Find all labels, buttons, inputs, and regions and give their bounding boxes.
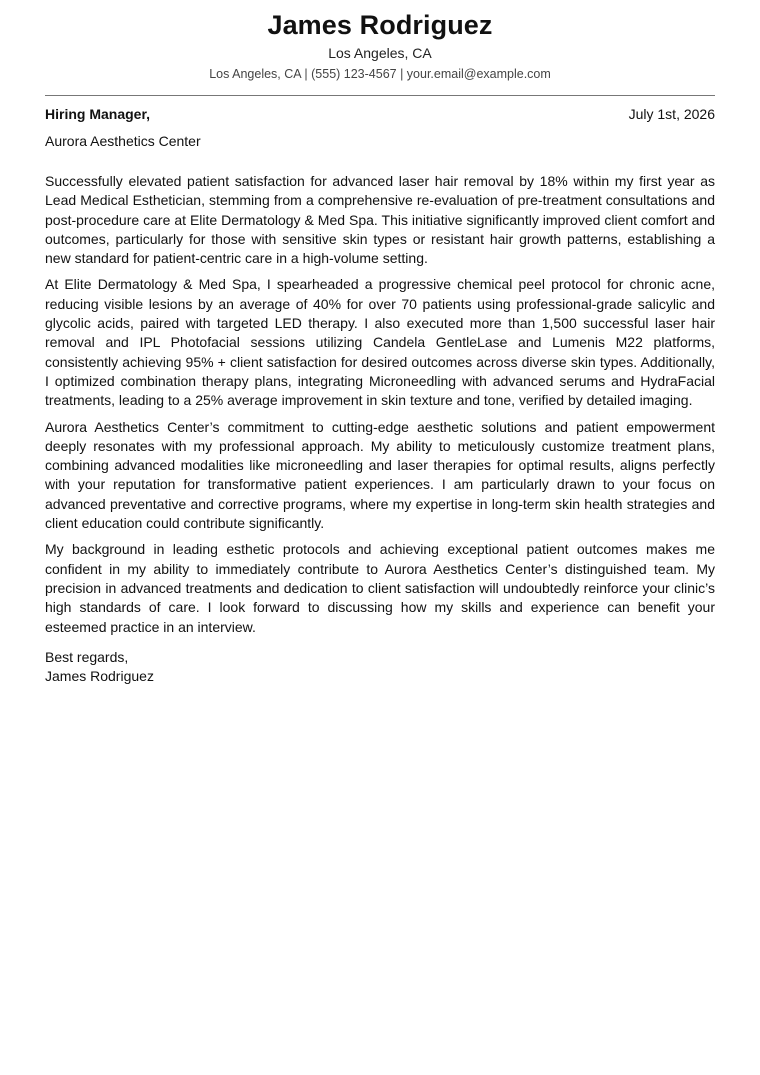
closing-phrase: Best regards,	[45, 648, 129, 665]
applicant-name: James Rodriguez	[267, 10, 493, 40]
letter-body	[45, 172, 715, 637]
salutation-date-row	[45, 105, 715, 124]
header-divider	[45, 95, 715, 96]
recipient-company: Aurora Aesthetics Center	[45, 133, 201, 149]
salutation: Hiring Manager,	[45, 106, 151, 122]
applicant-location: Los Angeles, CA	[328, 45, 432, 61]
paragraph-2: At Elite Dermatology & Med Spa, I spearheaded a progressive chemical peel protocol for chronic acne, reducing visible lesions by an average of 40% for over 70 patients using professional-grade salicylic and glycolic acids, paired with targeted LED therapy. I also executed more than 1,500 successful laser hair removal and IPL Photofacial sessions utilizing Candela GentleLase and Lumenis M22 platforms, consistently achieving 95% + client satisfaction for desired outcomes across diverse skin types. Additionally, I optimized combination therapy plans, integrating Microneedling with advanced serums and HydraFacial treatments, leading to a 25% average improvement in skin texture and tone, verified by detailed imaging.	[45, 276, 715, 409]
paragraph-4: My background in leading esthetic protocols and achieving exceptional patient outcomes makes me confident in my ability to immediately contribute to Aurora Aesthetics Center’s distinguished team. My precision in advanced treatments and dedication to client satisfaction will undoubtedly reinforce your clinic’s high standards of care. I look forward to discussing how my skills and experience can benefit your esteemed practice in an interview.	[45, 541, 715, 635]
paragraph-3: Aurora Aesthetics Center’s commitment to cutting-edge aesthetic solutions and patient empowerment deeply resonates with my professional approach. My ability to meticulously customize treatment plans, combining advanced modalities like microneedling and laser therapies for optimal results, aligns perfectly with your reputation for transformative patient experiences. I am particularly drawn to your focus on advanced preventative and corrective programs, where my expertise in long-term skin health strategies and client education could contribute significantly.	[45, 418, 715, 532]
paragraph-1: Successfully elevated patient satisfaction for advanced laser hair removal by 18% within my first year as Lead Medical Esthetician, stemming from a comprehensive re-evaluation of pre-treatment consultations and post-procedure care at Elite Dermatology & Med Spa. This initiative significantly improved client comfort and outcomes, particularly for those with sensitive skin types or resistant hair growth patterns, establishing a new standard for patient-centric care in a high-volume setting.	[45, 173, 715, 267]
letter-date: July 1st, 2026	[628, 106, 715, 122]
letter-closing	[45, 648, 715, 687]
contact-line: Los Angeles, CA | (555) 123-4567 | your.email@example.com	[209, 67, 551, 81]
signature-name: James Rodriguez	[45, 668, 154, 685]
letter-header	[45, 8, 715, 82]
